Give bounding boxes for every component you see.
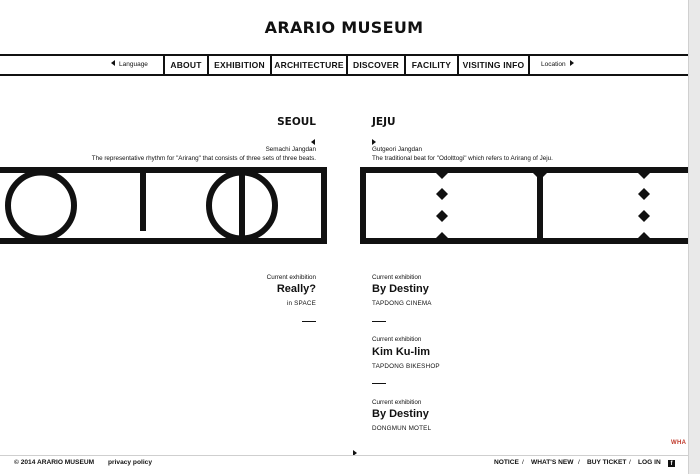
jeju-exhibition-venue-3[interactable]: DONGMUN MOTEL <box>372 425 432 432</box>
site-logo[interactable]: ARARIO MUSEUM <box>264 18 424 37</box>
page-scrollbar[interactable] <box>688 0 700 474</box>
jeju-exhibition-venue-2[interactable]: TAPDONG BIKESHOP <box>372 363 440 370</box>
jeju-rhythm-desc: The traditional beat for "Odolttogi" which refers to Arirang of Jeju. <box>372 155 553 162</box>
facebook-icon[interactable]: f <box>668 460 675 467</box>
jeju-exhibition-label-3: Current exhibition <box>372 399 422 406</box>
footer-separator: / <box>578 459 580 466</box>
nav-item-facility[interactable]: FACILITY <box>404 56 457 74</box>
seoul-title[interactable]: SEOUL <box>277 116 316 128</box>
whats-new-side-tab[interactable]: WHA <box>671 440 687 446</box>
divider <box>302 321 316 322</box>
arrow-right-icon <box>570 60 574 66</box>
main-nav <box>0 54 688 76</box>
jeju-title[interactable]: JEJU <box>372 116 396 128</box>
nav-item-exhibition[interactable]: EXHIBITION <box>207 56 270 74</box>
seoul-rhythm-name: Semachi Jangdan <box>265 146 316 153</box>
seoul-exhibition-label: Current exhibition <box>266 274 316 281</box>
seoul-beat-circle-bar <box>239 170 245 241</box>
location-label: Location <box>541 61 566 68</box>
seoul-beat-bar <box>140 170 146 231</box>
footer-link-log-in[interactable]: LOG IN <box>638 459 661 466</box>
jeju-beat-group-1 <box>436 173 448 238</box>
jeju-beat-group-3 <box>638 173 650 238</box>
jeju-rhythm-graphic[interactable] <box>358 166 690 246</box>
divider <box>372 383 386 384</box>
jeju-exhibition-venue-1[interactable]: TAPDONG CINEMA <box>372 300 432 307</box>
nav-item-visiting-info[interactable]: VISITING INFO <box>457 56 530 74</box>
footer-divider <box>0 455 688 456</box>
footer-link-whats-new[interactable]: WHAT'S NEW <box>531 459 574 466</box>
seoul-beat-circle-1 <box>8 173 74 239</box>
jeju-rhythm-name: Gutgeori Jangdan <box>372 146 423 153</box>
arrow-left-icon <box>111 60 115 66</box>
footer-link-buy-ticket[interactable]: BUY TICKET <box>587 459 627 466</box>
footer-separator: / <box>629 459 631 466</box>
language-label: Language <box>119 61 148 68</box>
jeju-rhythm-frame <box>363 170 690 241</box>
jeju-exhibition-title-2[interactable]: Kim Ku-lim <box>372 346 431 358</box>
privacy-policy-link[interactable]: privacy policy <box>108 459 152 466</box>
arrow-left-icon <box>311 139 315 145</box>
footer-separator: / <box>522 459 524 466</box>
nav-item-discover[interactable]: DISCOVER <box>346 56 404 74</box>
nav-item-architecture[interactable]: ARCHITECTURE <box>270 56 346 74</box>
seoul-exhibition-title[interactable]: Really? <box>276 283 316 295</box>
location-selector[interactable] <box>541 56 574 74</box>
jeju-exhibition-label-1: Current exhibition <box>372 274 422 281</box>
play-arrow[interactable] <box>353 443 357 461</box>
divider <box>372 321 386 322</box>
jeju-exhibition-title-3[interactable]: By Destiny <box>372 408 429 420</box>
nav-item-about[interactable]: ABOUT <box>163 56 207 74</box>
seoul-rhythm-desc: The representative rhythm for "Arirang" that consists of three sets of three beats. <box>91 155 316 162</box>
seoul-exhibition-venue[interactable]: in SPACE <box>286 300 316 307</box>
jeju-exhibition-label-2: Current exhibition <box>372 336 422 343</box>
footer-link-notice[interactable]: NOTICE <box>494 459 519 466</box>
jeju-beat-group-2 <box>533 173 547 238</box>
language-selector[interactable] <box>111 56 148 74</box>
copyright: © 2014 ARARIO MUSEUM <box>14 459 95 466</box>
jeju-exhibition-title-1[interactable]: By Destiny <box>372 283 429 295</box>
arrow-right-icon <box>372 139 376 145</box>
seoul-rhythm-graphic[interactable] <box>0 166 330 246</box>
